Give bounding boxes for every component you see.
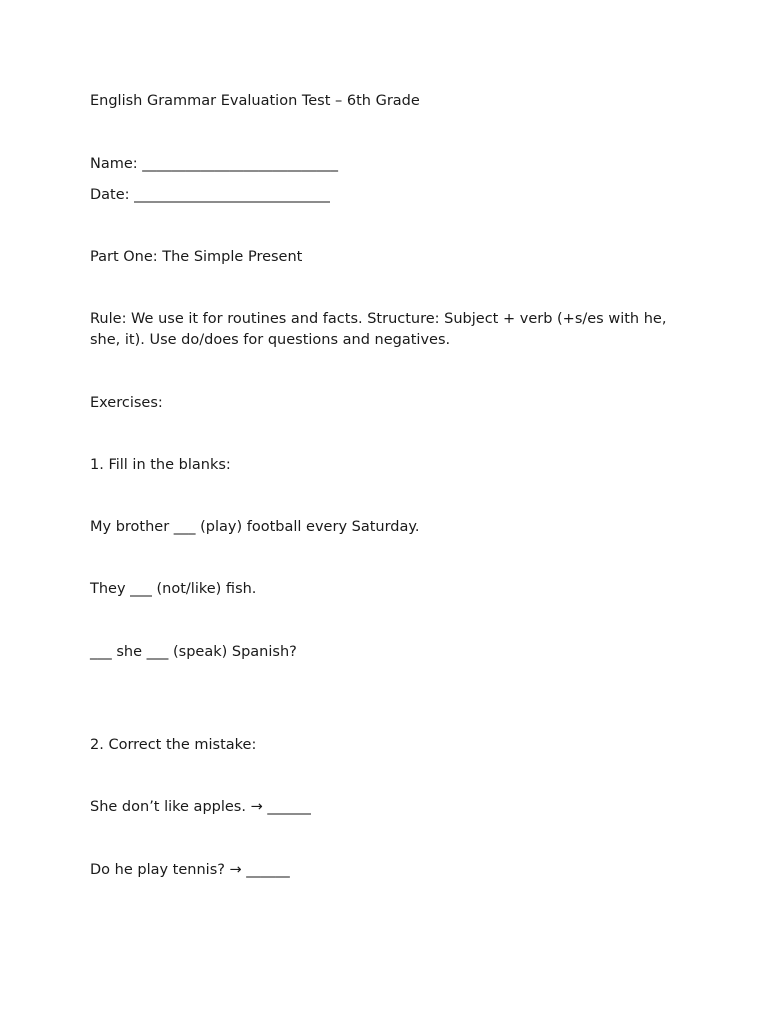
exercises-label: Exercises: [90, 395, 163, 411]
date-field: Date: ___________________________ [90, 187, 330, 203]
exercise-2-heading: 2. Correct the mistake: [90, 737, 257, 753]
document-title: English Grammar Evaluation Test – 6th Grade [90, 93, 420, 109]
rule-paragraph: Rule: We use it for routines and facts. Structure: Subject + verb (+s/es with he, she, it). Use do/does for questions and negatives. [90, 311, 672, 348]
exercise-2-item: She don’t like apples. → ______ [90, 799, 311, 815]
exercise-2-item: Do he play tennis? → ______ [90, 862, 290, 878]
name-field: Name: ___________________________ [90, 156, 339, 172]
exercise-1-item: ___ she ___ (speak) Spanish? [90, 644, 297, 660]
part-one-heading: Part One: The Simple Present [90, 249, 303, 265]
exercise-1-item: My brother ___ (play) football every Saturday. [90, 519, 420, 535]
exercise-1-heading: 1. Fill in the blanks: [90, 457, 231, 473]
exercise-1-item: They ___ (not/like) fish. [90, 581, 257, 597]
